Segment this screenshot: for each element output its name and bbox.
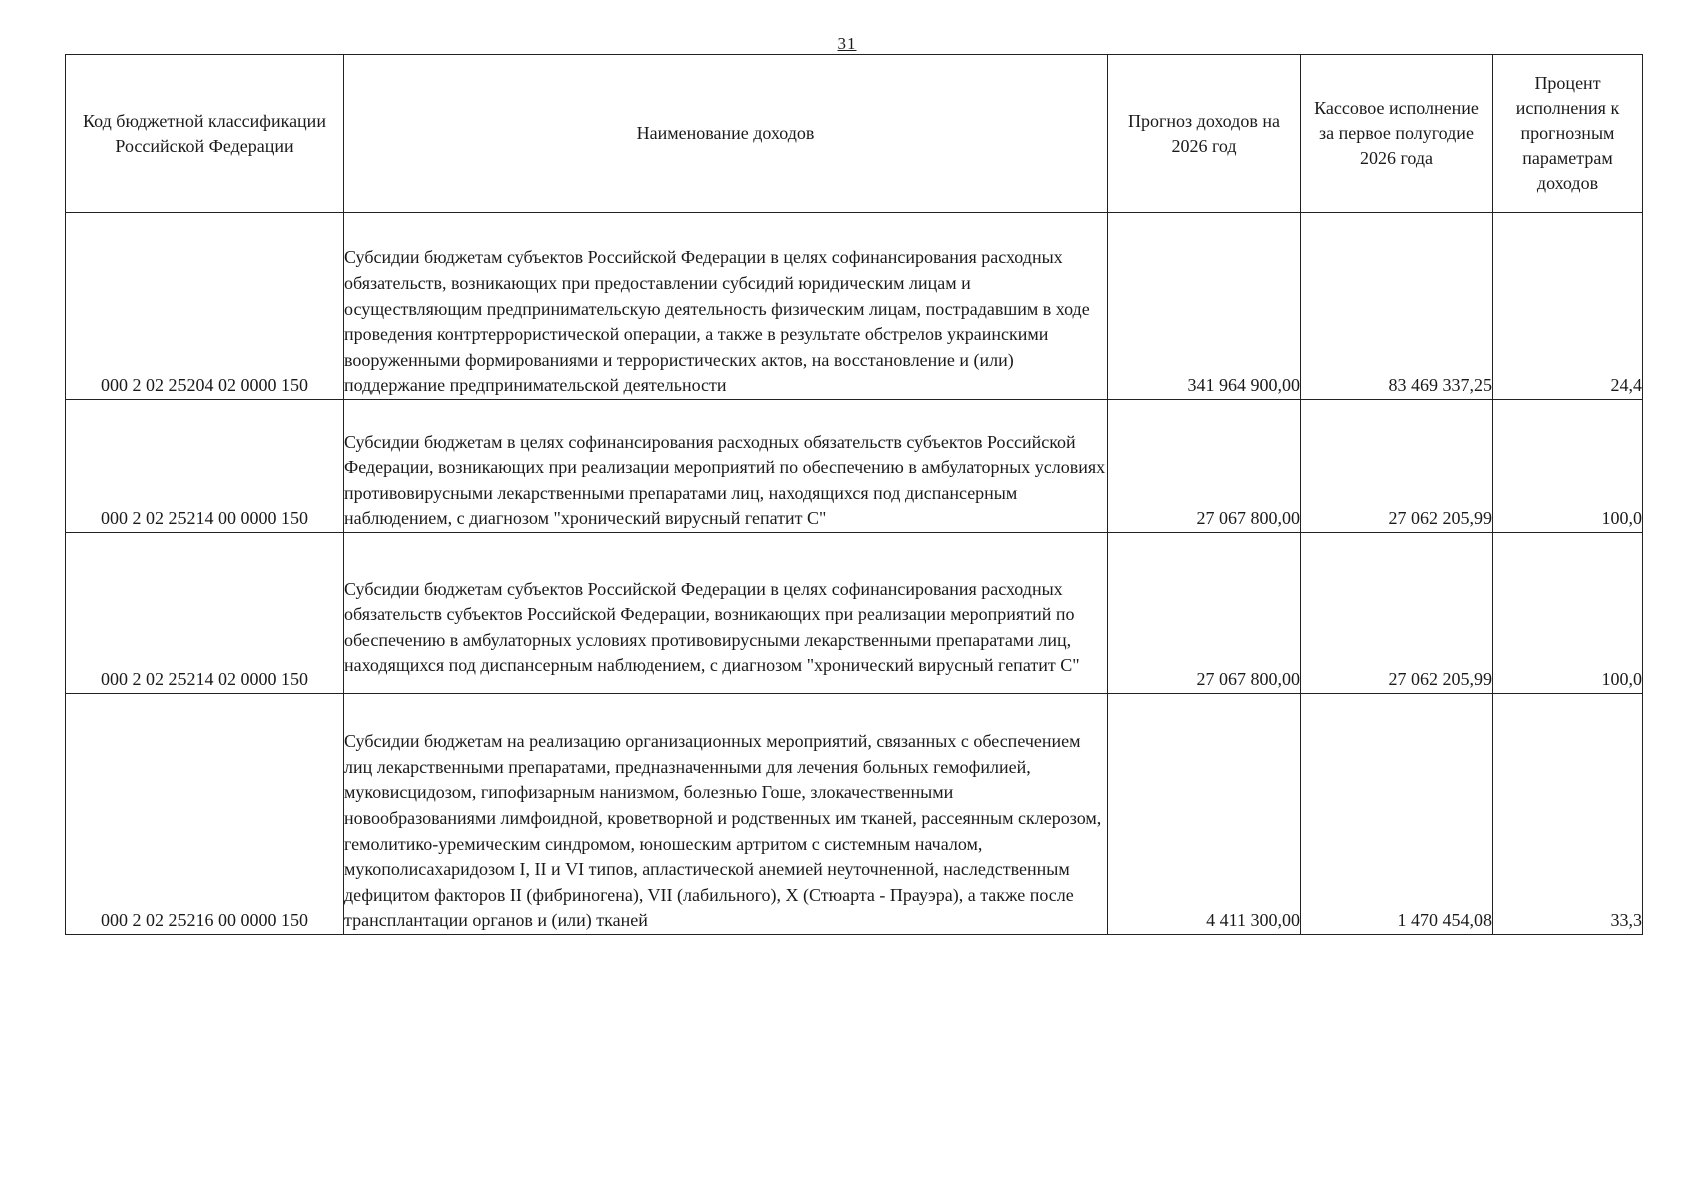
budget-code: 000 2 02 25216 00 0000 150 (66, 694, 344, 935)
revenue-name: Субсидии бюджетам на реализацию организационных мероприятий, связанных с обеспечением лиц лекарственными препаратами, предназначенными для лечения больных гемофилией, муковисцидозом, гипофизарным нанизмом, болезнью Гоше, злокачественными новообразованиями лимфоидной, кроветворной и родственных им тканей, рассеянным склерозом, гемолитико-уремическим синдромом, юношеским артритом с системным началом, мукополисахаридозом I, II и VI типов, апластической анемией неуточненной, наследственным дефицитом факторов II (фибриногена), VII (лабильного), X (Стюарта - Прауэра), а также после трансплантации органов и (или) тканей (344, 694, 1108, 935)
header-execution: Кассовое исполнение за первое полугодие 2026 года (1301, 55, 1493, 213)
revenue-name: Субсидии бюджетам субъектов Российской Федерации в целях софинансирования расходных обязательств субъектов Российской Федерации, возникающих при реализации мероприятий по обеспечению в амбулаторных условиях противовирусными лекарственными препаратами лиц, находящихся под диспансерным наблюдением, с диагнозом "хронический вирусный гепатит С" (344, 533, 1108, 694)
page-number: 31 (837, 34, 857, 53)
execution-value: 1 470 454,08 (1301, 694, 1493, 935)
header-percent: Процент исполнения к прогнозным параметрам доходов (1493, 55, 1643, 213)
execution-value: 27 062 205,99 (1301, 533, 1493, 694)
percent-value: 24,4 (1493, 213, 1643, 400)
percent-value: 100,0 (1493, 533, 1643, 694)
forecast-value: 27 067 800,00 (1108, 400, 1301, 533)
forecast-value: 4 411 300,00 (1108, 694, 1301, 935)
header-name: Наименование доходов (344, 55, 1108, 213)
revenue-name: Субсидии бюджетам субъектов Российской Федерации в целях софинансирования расходных обязательств, возникающих при предоставлении субсидий юридическим лицам и осуществляющим предпринимательскую деятельность физическим лицам, пострадавшим в ходе проведения контртеррористической операции, а также в результате обстрелов украинскими вооруженными формированиями и террористических актов, на восстановление и (или) поддержание предпринимательской деятельности (344, 213, 1108, 400)
header-forecast: Прогноз доходов на 2026 год (1108, 55, 1301, 213)
budget-code: 000 2 02 25204 02 0000 150 (66, 213, 344, 400)
percent-value: 33,3 (1493, 694, 1643, 935)
forecast-value: 341 964 900,00 (1108, 213, 1301, 400)
percent-value: 100,0 (1493, 400, 1643, 533)
table-row (66, 694, 1643, 935)
execution-value: 27 062 205,99 (1301, 400, 1493, 533)
execution-value: 83 469 337,25 (1301, 213, 1493, 400)
table-row (66, 400, 1643, 533)
table-header-row (66, 55, 1643, 213)
table-row (66, 213, 1643, 400)
revenue-table (65, 54, 1643, 935)
budget-code: 000 2 02 25214 00 0000 150 (66, 400, 344, 533)
table-row (66, 533, 1643, 694)
header-code: Код бюджетной классификации Российской Федерации (66, 55, 344, 213)
revenue-name: Субсидии бюджетам в целях софинансирования расходных обязательств субъектов Российской Федерации, возникающих при реализации мероприятий по обеспечению в амбулаторных условиях противовирусными лекарственными препаратами лиц, находящихся под диспансерным наблюдением, с диагнозом "хронический вирусный гепатит С" (344, 400, 1108, 533)
forecast-value: 27 067 800,00 (1108, 533, 1301, 694)
budget-code: 000 2 02 25214 02 0000 150 (66, 533, 344, 694)
